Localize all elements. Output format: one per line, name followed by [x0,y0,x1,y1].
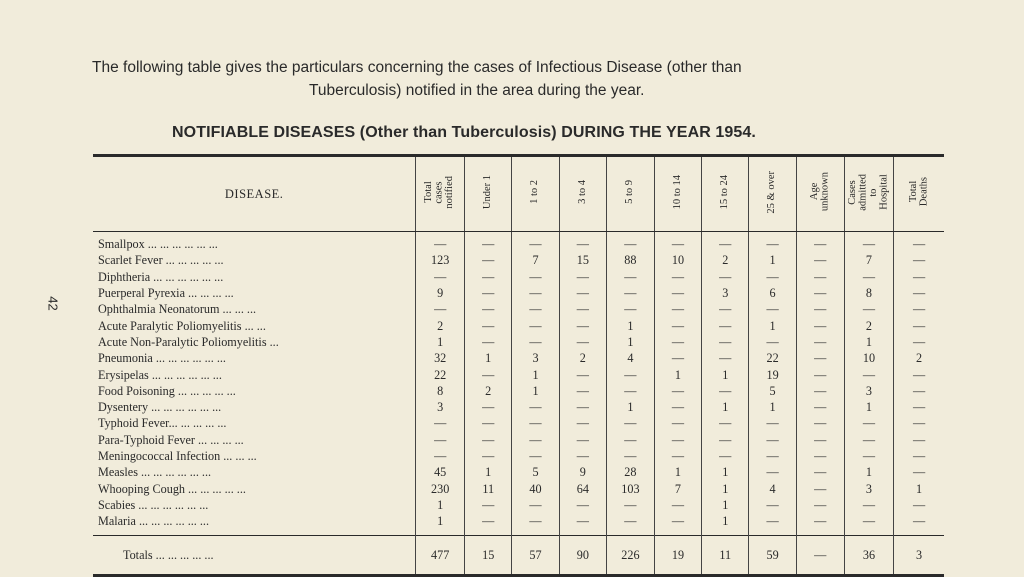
table-cell: 7 [654,480,701,496]
table-row [93,366,944,382]
table-cell: — [654,497,701,513]
disease-name: Typhoid Fever... ... ... ... ... [98,416,227,431]
table-body [93,232,944,536]
table-cell: — [559,269,606,285]
table-cell: — [894,269,944,285]
disease-name: Scabies ... ... ... ... ... ... [98,497,209,512]
totals-row [93,536,944,576]
table-cell: — [749,464,796,480]
intro-line-2: Tuberculosis) notified in the area during the year. [309,82,645,99]
table-header-row [93,156,944,232]
notifiable-diseases-table [93,154,944,577]
table-cell: — [416,432,465,448]
table-cell: 5 [749,383,796,399]
table-cell: 19 [654,536,701,576]
table-cell: 1 [702,464,749,480]
table-cell: 7 [844,252,893,268]
table-cell: 11 [702,536,749,576]
table-cell: 2 [702,252,749,268]
table-cell: 28 [607,464,655,480]
table-cell: — [894,432,944,448]
table-cell: — [607,366,655,382]
table-cell: — [749,432,796,448]
table-cell: 90 [559,536,606,576]
table-cell: — [465,366,512,382]
table-cell: — [607,301,655,317]
table-row [93,232,944,253]
table-cell: — [654,415,701,431]
table-cell: 1 [702,399,749,415]
table-cell: — [844,269,893,285]
table-cell: — [512,232,559,253]
table-cell: — [416,269,465,285]
table-cell: — [465,232,512,253]
table-cell: — [512,513,559,536]
table-cell: — [796,464,844,480]
table-cell: — [796,513,844,536]
header-disease: DISEASE. [93,156,416,232]
table-cell: — [465,399,512,415]
table-cell: — [465,269,512,285]
table-cell: — [749,232,796,253]
table-cell: — [749,301,796,317]
table-cell: — [894,334,944,350]
table-cell: — [894,366,944,382]
table-cell: — [796,432,844,448]
table-cell: — [894,448,944,464]
header-5-to-9: 5 to 9 [607,156,655,232]
table-cell: — [796,480,844,496]
table-cell: — [796,317,844,333]
table-cell: — [894,317,944,333]
table-cell: 1 [607,399,655,415]
table-cell: — [894,415,944,431]
table-cell: — [894,301,944,317]
header-age-unknown: Age unknown [796,156,844,232]
table-cell: 1 [465,464,512,480]
table-cell: — [607,285,655,301]
table-cell: — [512,285,559,301]
table-cell: — [844,301,893,317]
table-cell: 3 [416,399,465,415]
table-cell: 1 [512,366,559,382]
table-cell: 32 [416,350,465,366]
table-cell: 123 [416,252,465,268]
table-cell: 1 [512,383,559,399]
table-cell: 230 [416,480,465,496]
table-cell: — [894,252,944,268]
table-cell: — [702,301,749,317]
table-cell: — [796,366,844,382]
table-cell: — [416,301,465,317]
table-cell: 1 [654,366,701,382]
table-cell: — [844,448,893,464]
table-cell: — [512,448,559,464]
table-cell: — [607,513,655,536]
table-cell: — [894,464,944,480]
table-cell: — [702,317,749,333]
table-cell: — [844,366,893,382]
table-cell: — [465,334,512,350]
table-cell: — [512,334,559,350]
table-cell: — [894,497,944,513]
table-cell: 1 [844,399,893,415]
table-cell: 10 [844,350,893,366]
table-cell: — [465,448,512,464]
header-total-cases: Total cases notified [416,156,465,232]
table-cell: 1 [607,317,655,333]
table-cell: — [702,350,749,366]
table-cell: — [465,497,512,513]
table-row [93,317,944,333]
table-cell: — [559,317,606,333]
table-row [93,415,944,431]
table-row [93,285,944,301]
table-cell: 6 [749,285,796,301]
totals-label: Totals ... ... ... ... ... [93,536,416,576]
table-row [93,350,944,366]
table-cell: — [654,448,701,464]
table-cell: — [512,399,559,415]
table-cell: — [512,497,559,513]
table-cell: — [749,513,796,536]
table-cell: 8 [416,383,465,399]
disease-name: Dysentery ... ... ... ... ... ... [98,400,222,415]
table-cell: 22 [416,366,465,382]
table-cell: 59 [749,536,796,576]
table-cell: 3 [702,285,749,301]
table-cell: — [749,269,796,285]
table-cell: 1 [702,366,749,382]
table-cell: 1 [749,399,796,415]
table-cell: — [465,317,512,333]
table-cell: 1 [702,497,749,513]
disease-name: Measles ... ... ... ... ... ... [98,465,212,480]
table-cell: — [654,334,701,350]
table-cell: — [559,513,606,536]
table-cell: — [702,415,749,431]
table-cell: 22 [749,350,796,366]
disease-name: Smallpox ... ... ... ... ... ... [98,237,218,252]
table-cell: 2 [559,350,606,366]
table-cell: 2 [416,317,465,333]
table-cell: 1 [416,513,465,536]
table-cell: — [654,383,701,399]
disease-name: Meningococcal Infection ... ... ... [98,449,257,463]
table-cell: 1 [465,350,512,366]
header-total-deaths: Total Deaths [894,156,944,232]
table-cell: — [844,232,893,253]
header-25-and-over: 25 & over [749,156,796,232]
table-cell: — [702,432,749,448]
table-cell: — [796,269,844,285]
table-cell: — [512,317,559,333]
table-cell: — [654,269,701,285]
table-cell: 2 [465,383,512,399]
table-cell: 3 [894,536,944,576]
table-cell: 1 [416,497,465,513]
table-cell: — [416,415,465,431]
table-cell: — [749,448,796,464]
table-cell: — [894,513,944,536]
table-cell: — [654,513,701,536]
table-cell: — [654,317,701,333]
table-cell: — [796,252,844,268]
header-under-1: Under 1 [465,156,512,232]
page-number: 42 [45,296,61,311]
table-row [93,448,944,464]
table-cell: 45 [416,464,465,480]
table-row [93,480,944,496]
table-cell: 7 [512,252,559,268]
table-cell: — [796,232,844,253]
table-cell: 8 [844,285,893,301]
table-cell: 1 [654,464,701,480]
table-cell: — [796,448,844,464]
table-cell: — [607,497,655,513]
table-cell: — [416,232,465,253]
table-row [93,334,944,350]
table-cell: 4 [607,350,655,366]
table-cell: 477 [416,536,465,576]
table-cell: — [607,269,655,285]
disease-name: Malaria ... ... ... ... ... ... [98,514,210,529]
table-row [93,383,944,399]
table-cell: — [465,415,512,431]
table-cell: — [796,334,844,350]
table-cell: 1 [749,252,796,268]
table-cell: — [654,232,701,253]
table-cell: 2 [894,350,944,366]
table-cell: — [894,399,944,415]
table-cell: — [844,432,893,448]
table-cell: — [844,513,893,536]
table-cell: — [654,399,701,415]
header-3-to-4: 3 to 4 [559,156,606,232]
table-cell: 11 [465,480,512,496]
table-cell: — [512,301,559,317]
table-cell: — [796,350,844,366]
header-admitted-hospital: Cases admitted to Hospital [844,156,893,232]
table-cell: — [702,448,749,464]
table-cell: — [796,536,844,576]
table-cell: 1 [749,317,796,333]
table-cell: 1 [894,480,944,496]
table-cell: — [559,334,606,350]
table-cell: — [654,350,701,366]
disease-name: Ophthalmia Neonatorum ... ... ... [98,302,257,317]
table-cell: 3 [844,383,893,399]
table-cell: — [702,232,749,253]
table-cell: — [796,497,844,513]
table-row [93,301,944,317]
table-cell: — [465,513,512,536]
table-cell: — [796,415,844,431]
table-row [93,252,944,268]
table-cell: — [654,301,701,317]
table-cell: — [654,432,701,448]
table-cell: — [796,301,844,317]
table-cell: — [894,285,944,301]
intro-line-1: The following table gives the particulars concerning the cases of Infectious Disease (other than [92,59,742,76]
disease-name: Acute Paralytic Poliomyelitis ... ... [98,318,266,333]
intro-paragraph [92,56,952,102]
table-cell: 9 [416,285,465,301]
table-cell: — [796,383,844,399]
table-cell: — [654,285,701,301]
table-cell: — [607,415,655,431]
table-cell: — [559,399,606,415]
table-cell: — [416,448,465,464]
table-cell: 3 [512,350,559,366]
table-cell: — [465,285,512,301]
header-15-to-24: 15 to 24 [702,156,749,232]
disease-name: Pneumonia ... ... ... ... ... ... [98,351,226,366]
table-cell: 57 [512,536,559,576]
table-cell: — [607,432,655,448]
table-cell: 9 [559,464,606,480]
table-cell: 4 [749,480,796,496]
table-cell: — [559,285,606,301]
table-cell: — [559,448,606,464]
table-cell: — [559,432,606,448]
table-cell: — [559,497,606,513]
table-cell: 226 [607,536,655,576]
header-10-to-14: 10 to 14 [654,156,701,232]
table-cell: 1 [702,513,749,536]
table-row [93,513,944,536]
table-cell: — [559,301,606,317]
table-title: NOTIFIABLE DISEASES (Other than Tuberculosis) DURING THE YEAR 1954. [172,124,756,141]
table-cell: — [607,448,655,464]
table-cell: 1 [607,334,655,350]
table-cell: — [559,232,606,253]
table-cell: — [894,232,944,253]
disease-name: Food Poisoning ... ... ... ... ... [98,383,236,398]
table-cell: 5 [512,464,559,480]
table-cell: 40 [512,480,559,496]
table-cell: 36 [844,536,893,576]
table-row [93,464,944,480]
table-cell: — [702,334,749,350]
table-cell: — [559,366,606,382]
table-cell: — [702,269,749,285]
table-cell: — [844,415,893,431]
table-cell: — [749,497,796,513]
table-cell: — [894,383,944,399]
table-cell: — [512,432,559,448]
table-cell: — [465,252,512,268]
table-cell: — [796,285,844,301]
disease-name: Erysipelas ... ... ... ... ... ... [98,367,222,382]
disease-name: Acute Non-Paralytic Poliomyelitis ... [98,334,279,349]
table-cell: 1 [844,334,893,350]
table-cell: — [512,269,559,285]
table-cell: — [559,383,606,399]
table-cell: — [465,432,512,448]
table-cell: — [607,232,655,253]
disease-name: Para-Typhoid Fever ... ... ... ... [98,432,244,447]
table-row [93,269,944,285]
table-cell: 2 [844,317,893,333]
disease-name: Diphtheria ... ... ... ... ... ... [98,269,224,284]
table-cell: — [796,399,844,415]
table-cell: — [607,383,655,399]
table-cell: 3 [844,480,893,496]
table-cell: 1 [844,464,893,480]
table-cell: — [702,383,749,399]
table-row [93,399,944,415]
table-cell: 15 [465,536,512,576]
table-cell: 88 [607,252,655,268]
table-cell: — [512,415,559,431]
table-cell: 19 [749,366,796,382]
table-cell: — [749,415,796,431]
table-cell: 10 [654,252,701,268]
table-cell: — [465,301,512,317]
table-cell: 15 [559,252,606,268]
table-row [93,432,944,448]
table-cell: — [749,334,796,350]
table-cell: 1 [416,334,465,350]
table-cell: 64 [559,480,606,496]
table-cell: 1 [702,480,749,496]
disease-name: Scarlet Fever ... ... ... ... ... [98,253,224,268]
disease-name: Whooping Cough ... ... ... ... ... [98,481,246,496]
table-cell: 103 [607,480,655,496]
table-cell: — [559,415,606,431]
disease-name: Puerperal Pyrexia ... ... ... ... [98,286,234,301]
table-row [93,497,944,513]
header-1-to-2: 1 to 2 [512,156,559,232]
table-cell: — [844,497,893,513]
